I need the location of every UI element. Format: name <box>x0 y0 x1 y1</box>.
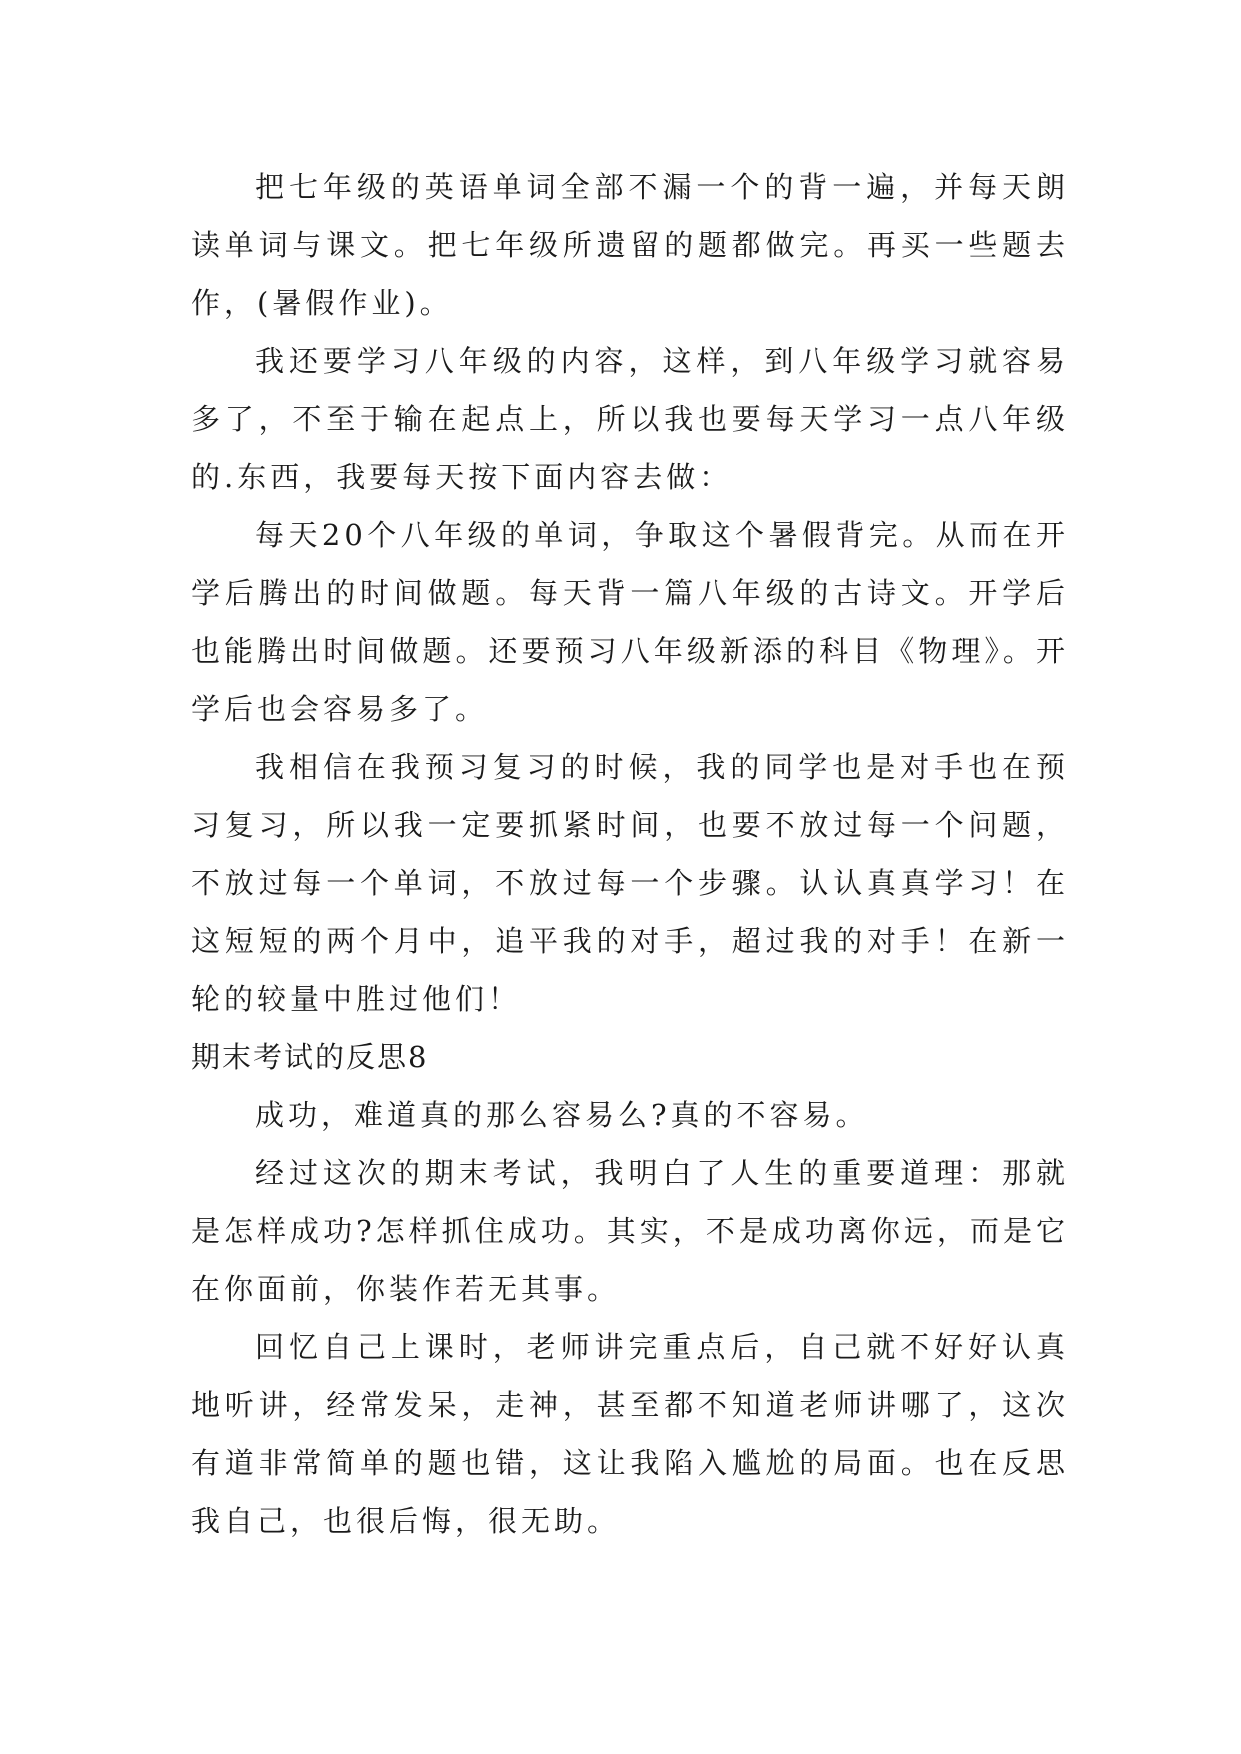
paragraph: 每天20个八年级的单词，争取这个暑假背完。从而在开学后腾出的时间做题。每天背一篇八年级的古诗文。开学后也能腾出时间做题。还要预习八年级新添的科目《物理》。开学后也会容易多了。 <box>191 518 1069 726</box>
paragraph: 经过这次的期末考试，我明白了人生的重要道理：那就是怎样成功?怎样抓住成功。其实，不是成功离你远，而是它在你面前，你装作若无其事。 <box>191 1156 1069 1306</box>
section-title: 期末考试的反思8 <box>191 1040 429 1074</box>
paragraph: 成功，难道真的那么容易么?真的不容易。 <box>255 1098 869 1132</box>
document-body <box>191 158 1069 1550</box>
paragraph: 我相信在我预习复习的时候，我的同学也是对手也在预习复习，所以我一定要抓紧时间，也要不放过每一个问题，不放过每一个单词，不放过每一个步骤。认认真真学习！在这短短的两个月中，追平我的对手，超过我的对手！在新一轮的较量中胜过他们！ <box>191 750 1069 1016</box>
paragraph: 我还要学习八年级的内容，这样，到八年级学习就容易多了，不至于输在起点上，所以我也要每天学习一点八年级的.东西，我要每天按下面内容去做： <box>191 344 1069 494</box>
paragraph: 把七年级的英语单词全部不漏一个的背一遍，并每天朗读单词与课文。把七年级所遗留的题都做完。再买一些题去作，(暑假作业)。 <box>191 170 1069 320</box>
paragraph: 回忆自己上课时，老师讲完重点后，自己就不好好认真地听讲，经常发呆，走神，甚至都不知道老师讲哪了，这次有道非常简单的题也错，这让我陷入尴尬的局面。也在反思我自己，也很后悔，很无助。 <box>191 1330 1069 1538</box>
